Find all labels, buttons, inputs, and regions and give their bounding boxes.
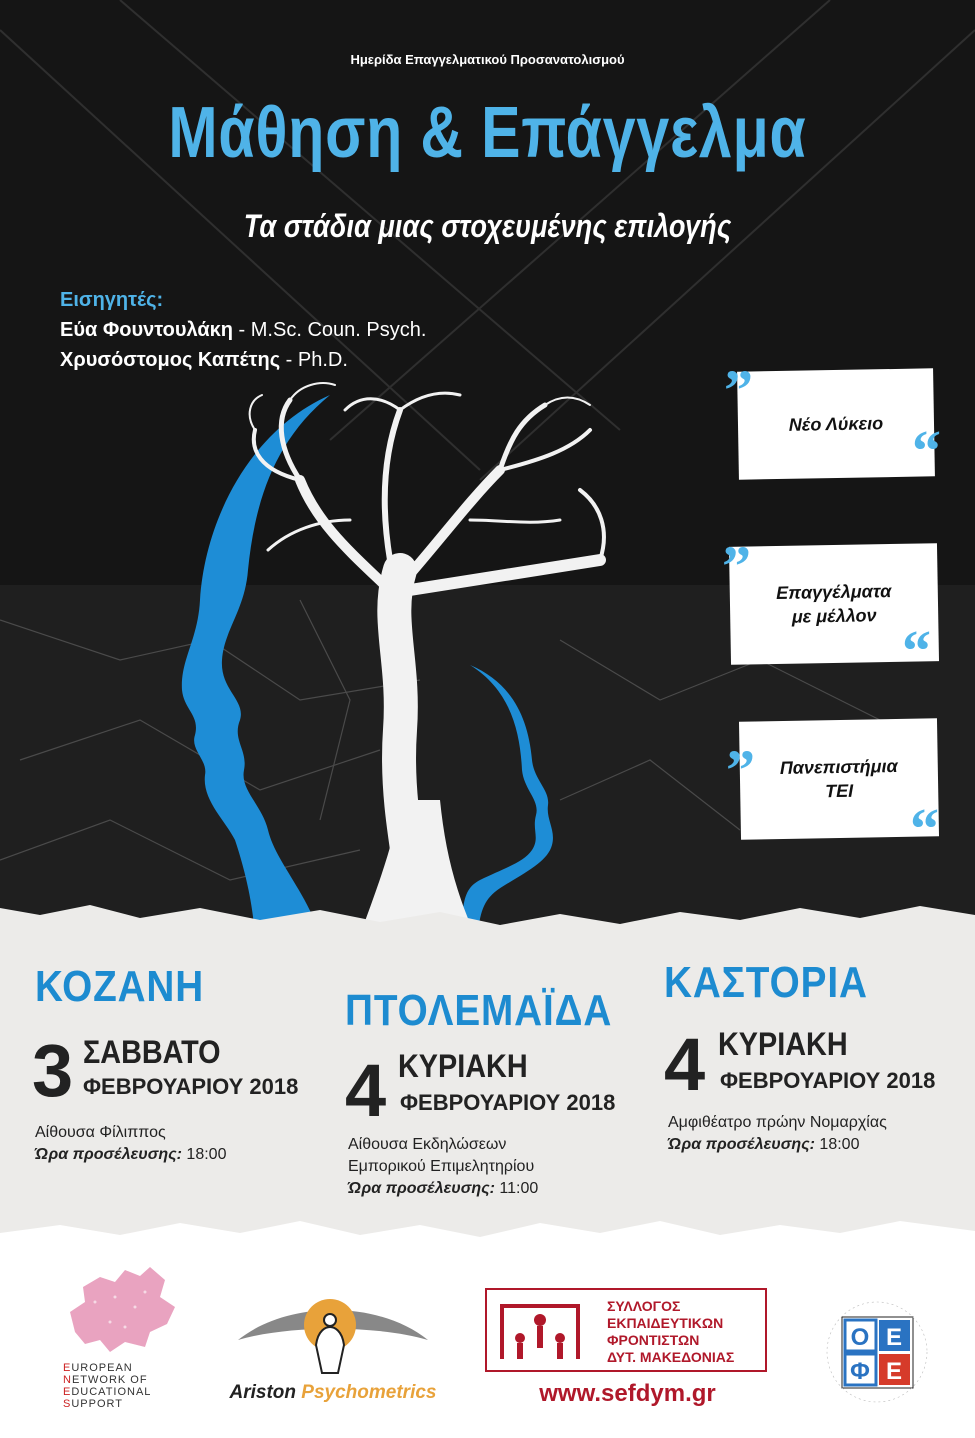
people-icon [495, 1296, 590, 1366]
month: ΦΕΒΡΟΥΑΡΙΟΥ 2018 [83, 1074, 299, 1099]
oefe-logo [820, 1295, 935, 1410]
speaker-2-title: - Ph.D. [280, 349, 348, 371]
ariston-word: Ariston [229, 1382, 297, 1403]
topic-2-line1: Επαγγέλματα [776, 580, 892, 604]
topic-3-line2: ΤΕΙ [825, 780, 854, 802]
city-name: ΚΟΖΑΝΗ [35, 962, 205, 1011]
venue [35, 1122, 226, 1166]
speaker-1-title: - M.Sc. Coun. Psych. [233, 319, 427, 341]
speaker-1 [60, 315, 426, 345]
open-quote-icon: ” [722, 534, 751, 599]
arrival-time [668, 1134, 887, 1156]
ense-line-4: SUPPORT [63, 1398, 123, 1410]
sefdym-logo [485, 1288, 770, 1418]
europe-map-icon [55, 1262, 190, 1357]
topic-1-line1: Νέο Λύκειο [788, 413, 884, 435]
ense-line-1: EUROPEAN [63, 1362, 133, 1374]
sefdym-name [607, 1298, 734, 1366]
day-number: 4 [664, 1023, 706, 1106]
oefe-letter-e2: Ε [885, 1358, 903, 1385]
close-quote-icon: “ [902, 618, 931, 683]
ariston-logo [218, 1285, 448, 1410]
sefdym-line-3: ΦΡΟΝΤΙΣΤΩΝ [607, 1332, 700, 1348]
arrival-time [348, 1178, 538, 1200]
city-name: ΚΑΣΤΟΡΙΑ [664, 958, 868, 1007]
weekday: ΣΑΒΒΑΤΟ [83, 1034, 221, 1070]
oefe-letter-e: Ε [885, 1324, 903, 1351]
speakers-label: Εισηγητές: [60, 289, 164, 311]
day-number: 4 [345, 1049, 387, 1132]
speaker-1-name: Εύα Φουντουλάκη [60, 319, 233, 341]
arrival-value: 11:00 [494, 1180, 539, 1197]
psychometrics-word: Psychometrics [301, 1382, 437, 1403]
sefdym-line-4: ΔΥΤ. ΜΑΚΕΔΟΝΙΑΣ [607, 1349, 735, 1365]
eye-figure-icon [218, 1285, 448, 1375]
venue [348, 1134, 538, 1200]
sefdym-frame [485, 1288, 767, 1372]
speaker-2 [60, 345, 426, 375]
ariston-text [218, 1382, 448, 1404]
month: ΦΕΒΡΟΥΑΡΙΟΥ 2018 [400, 1090, 616, 1115]
sefdym-line-2: ΕΚΠΑΙΔΕΥΤΙΚΩΝ [607, 1315, 724, 1331]
ense-line-3: EDUCATIONAL [63, 1386, 152, 1398]
pre-title: Ημερίδα Επαγγελματικού Προσανατολισμού [350, 52, 625, 67]
arrival-label: Ώρα προσέλευσης: [35, 1146, 182, 1163]
topic-2-line2: με μέλλον [791, 605, 877, 627]
close-quote-icon: “ [912, 418, 941, 483]
arrival-value: 18:00 [181, 1146, 227, 1163]
weekday: ΚΥΡΙΑΚΗ [398, 1048, 528, 1084]
topic-3-line1: Πανεπιστήμια [779, 755, 898, 779]
oefe-letter-o: Ο [850, 1324, 870, 1351]
speakers-block [60, 285, 426, 375]
arrival-value: 18:00 [814, 1136, 860, 1153]
open-quote-icon: ” [724, 358, 753, 423]
arrival-time [35, 1144, 226, 1166]
weekday: ΚΥΡΙΑΚΗ [718, 1026, 848, 1062]
venue-line-2: Εμπορικού Επιμελητηρίου [348, 1158, 535, 1175]
oefe-emblem [820, 1295, 935, 1410]
venue [668, 1112, 887, 1156]
ense-line-2: NETWORK OF [63, 1374, 148, 1386]
day-number: 3 [32, 1029, 74, 1112]
subtitle: Τα στάδια μιας στοχευμένης επιλογής [243, 208, 732, 244]
ense-logo [55, 1262, 190, 1412]
city-name: ΠΤΟΛΕΜΑΪΔΑ [345, 986, 613, 1035]
arrival-label: Ώρα προσέλευσης: [348, 1180, 495, 1197]
venue-line-1: Αμφιθέατρο πρώην Νομαρχίας [668, 1114, 887, 1131]
main-title: Μάθηση & Επάγγελμα [168, 93, 807, 173]
sefdym-line-1: ΣΥΛΛΟΓΟΣ [607, 1298, 681, 1314]
topic-card-1 [737, 368, 935, 479]
topic-card-3 [739, 718, 939, 839]
sefdym-url[interactable]: www.sefdym.gr [539, 1380, 716, 1407]
venue-line-1: Αίθουσα Εκδηλώσεων [348, 1136, 507, 1153]
close-quote-icon: “ [910, 796, 939, 861]
venue-line-1: Αίθουσα Φίλιππος [35, 1124, 166, 1141]
speaker-2-name: Χρυσόστομος Καπέτης [60, 349, 281, 371]
open-quote-icon: ” [726, 738, 755, 803]
arrival-label: Ώρα προσέλευσης: [668, 1136, 815, 1153]
month: ΦΕΒΡΟΥΑΡΙΟΥ 2018 [720, 1068, 936, 1093]
oefe-letter-f: Φ [850, 1358, 870, 1385]
